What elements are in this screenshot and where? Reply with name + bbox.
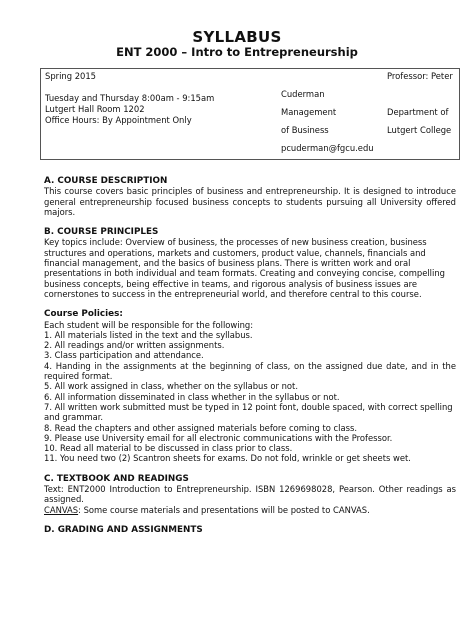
info-spacer [45, 82, 275, 93]
info-office-hours: Office Hours: By Appointment Only [45, 115, 192, 125]
canvas-text: : Some course materials and presentations will be posted to CANVAS. [78, 504, 370, 515]
info-right-column [387, 71, 459, 143]
policy-item: 8. Read the chapters and other assigned materials before coming to class. [44, 422, 357, 433]
course-description-text: This course covers basic principles of business and entrepreneurship. It is designed to introduce general entrepreneurship focused business concepts to students pursuing all University offered majors. [44, 186, 456, 217]
info-college-name: of Business [281, 125, 329, 135]
info-department-label: Department of [387, 107, 449, 117]
course-principles-text: Key topics include: Overview of business, the processes of new business creation, business structures and operations, markets and customers, product value, channels, financials and financial management, and the basics of business plans. There is written work and oral presentations in both individual and team formats. Creating and conveying concise, compelling business concepts, being effective in teams, and rigorous analysis of business issues are cornerstones to success in the entrepreneurial world, and therefore central to this course. [44, 237, 445, 299]
course-policies-intro: Each student will be responsible for the following: [44, 319, 254, 330]
grading-heading: D. GRADING AND ASSIGNMENTS [44, 524, 203, 535]
info-mid-spacer [281, 71, 381, 89]
info-schedule: Tuesday and Thursday 8:00am - 9:15am [45, 93, 215, 103]
info-professor-surname: Cuderman [281, 89, 325, 99]
info-mid-column [281, 71, 381, 161]
policy-item: 11. You need two (2) Scantron sheets for exams. Do not fold, wrinkle or get sheets wet. [44, 453, 411, 464]
course-policies-list [44, 330, 456, 464]
info-room: Lutgert Hall Room 1202 [45, 104, 145, 114]
course-principles-heading: B. COURSE PRINCIPLES [44, 227, 159, 238]
info-department-name: Management [281, 107, 337, 117]
course-description-heading: A. COURSE DESCRIPTION [44, 176, 168, 186]
course-title: ENT 2000 – Intro to Entrepreneurship [116, 45, 358, 59]
canvas-label: CANVAS [44, 504, 79, 515]
policy-item: 3. Class participation and attendance. [44, 350, 204, 361]
policy-item: 10. Read all material to be discussed in class prior to class. [44, 443, 293, 454]
policy-item: 6. All information disseminated in class whether in the syllabus or not. [44, 391, 340, 402]
canvas-note [44, 505, 456, 515]
policy-item: 7. All written work submitted must be typed in 12 point font, double spaced, with correct spelling and grammar. [44, 401, 453, 423]
course-policies-heading: Course Policies: [44, 309, 123, 320]
syllabus-body [44, 170, 456, 535]
info-email[interactable]: pcuderman@fgcu.edu [281, 143, 374, 153]
policy-item: 2. All readings and/or written assignments. [44, 340, 225, 351]
info-term: Spring 2015 [45, 71, 97, 81]
policy-item: 1. All materials listed in the text and the syllabus. [44, 329, 253, 340]
course-info-box [40, 68, 460, 160]
info-college-label: Lutgert College [387, 125, 452, 135]
textbook-text: Text: ENT2000 Introduction to Entrepreneurship. ISBN 1269698028, Pearson. Other readings as assigned. [44, 484, 456, 505]
info-left-column [45, 71, 275, 126]
policy-item: 5. All work assigned in class, whether on the syllabus or not. [44, 381, 299, 392]
policy-item: 4. Handing in the assignments at the beginning of class, on the assigned due date, and in the required format. [44, 360, 456, 382]
document-title: SYLLABUS [192, 28, 282, 46]
info-professor-label: Professor: Peter [387, 71, 453, 81]
policy-item: 9. Please use University email for all electronic communications with the Professor. [44, 432, 393, 443]
textbook-heading: C. TEXTBOOK AND READINGS [44, 473, 189, 484]
